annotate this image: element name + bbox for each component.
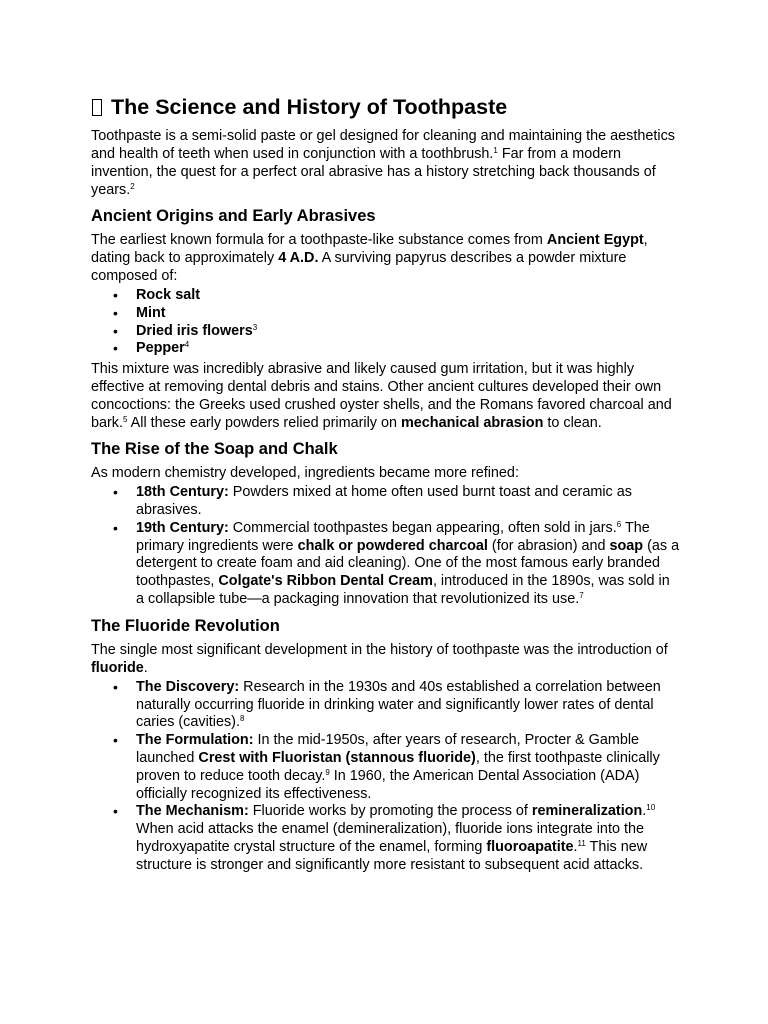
text: Commercial toothpastes began appearing, often sold in jars. [228,519,617,536]
text: Research in the 1930s and 40s established a correlation between naturally occurring fluoride in drinking water and significantly lower rates of dental caries (cavities). [136,678,661,731]
text: When acid attacks the enamel (demineralization), fluoride ions integrate into the hydroxyapatite crystal structure of the enamel, forming [136,821,644,855]
bold-text: Crest with Fluoristan (stannous fluoride) [198,749,476,766]
list-item [136,340,680,358]
section-heading-ancient: Ancient Origins and Early Abrasives [91,207,376,225]
text: , the first toothpaste clinically proven to reduce tooth decay. [136,749,660,784]
text: Fluoride works by promoting the process of [248,803,532,820]
list-item [136,323,680,341]
text: This new structure is stronger and significantly more resistant to subsequent acid attacks. [136,838,648,873]
fluoride-paragraph [91,641,680,677]
footnote-ref[interactable]: 4 [184,340,190,350]
footnote-ref[interactable]: 3 [252,322,258,332]
bold-text: Ancient Egypt [546,232,644,248]
ancient-paragraph-1 [91,231,680,285]
text: All these early powders relied primarily on [127,415,401,432]
footnote-ref[interactable]: 1 [493,146,498,155]
bold-text: 18th Century: [136,484,229,501]
text: The earliest known formula for a toothpaste-like substance comes from [91,232,547,248]
list-item [136,679,680,732]
ingredient-list [91,287,680,358]
text: The single most significant development in the history of toothpaste was the introduction of [91,641,668,658]
footnote-ref[interactable]: 2 [130,182,135,191]
list-item [136,732,680,803]
page-title [91,92,680,122]
footnote-ref[interactable]: 7 [579,590,584,600]
page-title-text: The Science and History of Toothpaste [111,95,508,119]
bold-text: 4 A.D. [278,250,319,266]
fluoride-list [91,679,680,875]
bold-text: soap [609,537,644,554]
list-item [136,287,680,305]
century-list [91,484,680,609]
bold-text: fluoroapatite [486,838,574,855]
bold-text: remineralization [531,803,643,820]
section-heading-soap: The Rise of the Soap and Chalk [91,440,338,459]
bold-text: The Discovery: [136,678,240,695]
footnote-ref[interactable]: 9 [325,767,330,777]
text: , dating back to approximately [91,232,648,266]
footnote-ref[interactable]: 6 [616,519,622,529]
text: This mixture was incredibly abrasive and likely caused gum irritation, but it was highly effective at removing dental debris and stains. Other ancient cultures developed their own concoctions: the Greeks used crushed oyster shells, and the Romans favored charcoal and bark. [91,361,672,432]
text: (as a detergent to create foam and aid cleaning). One of the most famous early branded toothpastes, [136,537,680,590]
text: In 1960, the American Dental Association (ADA) officially recognized its effectiveness. [136,767,640,802]
footnote-ref[interactable]: 8 [239,714,245,724]
bold-text: The Formulation: [136,732,254,749]
text: Far from a modern invention, the quest for a perfect oral abrasive has a history stretching back thousands of years. [91,146,656,198]
text: Toothpaste is a semi-solid paste or gel designed for cleaning and maintaining the aesthetics and health of teeth when used in conjunction with a toothbrush. [91,128,675,162]
list-item-label: Mint [136,304,166,321]
list-item-label: Rock salt [136,287,200,303]
bold-text: The Mechanism: [136,803,249,820]
ancient-paragraph-2 [91,360,680,432]
bold-text: mechanical abrasion [401,415,544,432]
text: . [573,838,578,855]
section-heading-fluoride: The Fluoride Revolution [91,616,280,635]
text: The primary ingredients were [136,519,650,554]
list-item-label: Pepper [136,340,185,357]
intro-paragraph [91,127,680,199]
list-item-label: Dried iris flowers [136,322,253,339]
bold-text: 19th Century: [136,519,229,536]
text: . [642,803,647,820]
footnote-ref[interactable]: 11 [577,838,586,848]
bold-text: chalk or powdered charcoal [297,537,488,554]
footnote-ref[interactable]: 10 [646,803,656,813]
text: . [143,659,148,676]
list-item [136,484,680,520]
text: to clean. [543,415,602,432]
text: In the mid-1950s, after years of research, Procter & Gamble launched [136,732,640,766]
list-item [136,305,680,323]
bold-text: fluoride [91,659,144,676]
soap-paragraph: As modern chemistry developed, ingredients became more refined: [91,465,519,482]
text: A surviving papyrus describes a powder mixture composed of: [91,250,627,284]
list-item [136,803,680,874]
text: Powders mixed at home often used burnt toast and ceramic as abrasives. [136,484,632,518]
footnote-ref[interactable]: 5 [123,415,128,425]
list-item [136,520,680,609]
missing-glyph-icon [92,99,102,116]
bold-text: Colgate's Ribbon Dental Cream [218,573,433,590]
text: (for abrasion) and [487,537,610,554]
text: , introduced in the 1890s, was sold in a collapsible tube—a packaging innovation that revolutionized its use. [136,573,670,607]
